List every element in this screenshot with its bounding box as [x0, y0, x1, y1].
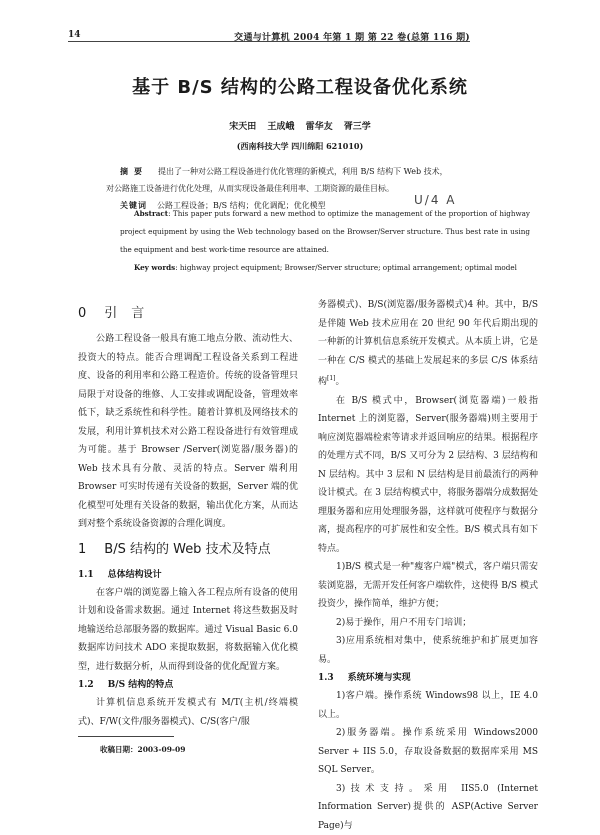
subsection-number: 1.1: [78, 570, 94, 580]
received-date: 收稿日期：2003-09-09: [100, 744, 185, 755]
section-number: 1: [78, 542, 86, 557]
subsection-number: 1.2: [78, 680, 94, 690]
right-column: [318, 296, 538, 835]
subsection-1-2-paragraph-start: 计算机信息系统开发模式有 M/T(主机/终端模式)、F/W(文件/服务器模式)、C/S(客户/服: [78, 694, 298, 731]
page-number: 14: [68, 30, 81, 40]
affiliation: (西南科技大学 四川绵阳 621010): [0, 141, 600, 152]
subsection-1-1-heading: [78, 566, 298, 584]
keywords-en-label: Key words: [134, 263, 175, 272]
paragraph-text: 务器模式)、B/S(浏览器/服务器模式)4 种。其中，B/S 是伴随 Web 技术应用在 20 世纪 90 年代后期出现的一种新的计算机信息系统开发模式。从本质上讲，它是一种在 C/S 模式的基础上发展起来的多层 C/S 体系结构: [318, 300, 538, 387]
keywords-en-text: : highway project equipment; Browser/Server structure; optimal arrangement; optimal model: [175, 263, 517, 272]
intro-paragraph: 公路工程设备一般具有施工地点分散、流动性大、投资大的特点。能否合理调配工程设备关系到工程进度、设备的利用率和公路工程造价。传统的设备管理只局限于对设备的维修、人工安排或调配设备，管理效率低下，缺乏系统性和科学性。随着计算机及网络技术的发展，利用计算机技术对公路工程设备进行有效管理成为可能。基于 Browser /Server(浏览器/服务器)的 Web 技术具有分散、灵活的特点。Server 端利用 Browser 可实时传递有关设备的数据，Server 端的优化模型可处理有关设备的数据，输出优化方案，从而达到对整个系统设备资源的合理化调度。: [78, 330, 298, 534]
paper-title: 基于 B/S 结构的公路工程设备优化系统: [0, 73, 600, 99]
keywords-text: 公路工程设备；B/S 结构；优化调配；优化模型: [157, 201, 326, 210]
bs-mode-paragraph: 在 B/S 模式中，Browser(浏览器端)一般指 Internet 上的浏览器，Server(服务器端)则主要用于响应浏览器端检索等请求并返回响应的结果。根据程序的处理方式不同，B/S 又可分为 2 层结构、3 层结构和 N 层结构。其中 3 层和 N 层结构是目前最流行的两种设计模式。在 3 层结构模式中，将服务器端分成数据处理服务器和应用处理服务器，这样就可使程序与数据分离，提高程序的可扩展性和安全性。B/S 模式具有如下特点。: [318, 392, 538, 559]
classification-code: U/4 A: [414, 193, 456, 207]
left-column: [78, 300, 298, 731]
subsection-1-3-heading: [318, 669, 538, 687]
subsection-1-2-paragraph-continued: [318, 296, 538, 392]
feature-item-2: 2)易于操作，用户不用专门培训；: [318, 614, 538, 633]
section-1-heading: [78, 540, 298, 560]
subsection-1-2-heading: [78, 676, 298, 694]
paragraph-end: 。: [336, 377, 345, 387]
feature-item-1: 1)B/S 模式是一种"瘦客户端"模式，客户端只需安装浏览器，无需开发任何客户端软件，这使得 B/S 模式投资少，操作简单，维护方便；: [318, 558, 538, 614]
footnote-divider: [78, 736, 174, 737]
subsection-title: 系统环境与实现: [348, 673, 411, 683]
keywords-label: 关键词: [120, 200, 147, 210]
abstract-english: [120, 205, 530, 277]
subsection-1-1-paragraph: 在客户端的浏览器上输入各工程点所有设备的使用计划和设备需求数据。通过 Internet 将这些数据及时地输送给总部服务器的数据库。通过 Visual Basic 6.0 数据库访问技术 ADO 来提取数据，将数据输入优化模型，进行数据分析，从而得到设备的优化配置方案。: [78, 584, 298, 677]
abstract-label: 摘要: [120, 166, 148, 176]
abstract-en-label: Abstract: [134, 209, 168, 218]
env-item-2: 2)服务器端。操作系统采用 Windows2000 Server + IIS 5.0，存取设备数据的数据库采用 MS SQL Server。: [318, 724, 538, 780]
subsection-number: 1.3: [318, 673, 334, 683]
section-title: 引言: [104, 306, 158, 321]
abstract-en-text: : This paper puts forward a new method to optimize the management of the proportion of highway project equipment by using the Web technology based on the Browser/Server structure. Thus best rate in using the equipment and best work-time resource are attained.: [120, 209, 530, 254]
authors: 宋天田 王成峨 雷华友 胥三学: [0, 119, 600, 132]
header-divider: [68, 41, 470, 42]
citation-ref: [1]: [327, 375, 336, 382]
subsection-title: 总体结构设计: [108, 570, 162, 580]
journal-citation: 交通与计算机 2004 年第 1 期 第 22 卷(总第 116 期): [234, 30, 470, 43]
abstract-text-line1: 提出了一种对公路工程设备进行优化管理的新模式，利用 B/S 结构下 Web 技术，: [158, 167, 448, 176]
abstract-text-line2: 对公路施工设备进行优化处理，从而实现设备最佳利用率、工期资源的最佳目标。: [106, 184, 394, 193]
env-item-3: 3)技术支持。采用 IIS5.0 (Internet Information Server)提供的 ASP(Active Server Page)与: [318, 780, 538, 835]
section-0-heading: [78, 304, 298, 324]
subsection-title: B/S 结构的特点: [108, 680, 174, 690]
feature-item-3: 3)应用系统相对集中，使系统维护和扩展更加容易。: [318, 632, 538, 669]
env-item-1: 1)客户端。操作系统 Windows98 以上，IE 4.0以上。: [318, 687, 538, 724]
section-title: B/S 结构的 Web 技术及特点: [104, 542, 270, 557]
section-number: 0: [78, 306, 86, 321]
